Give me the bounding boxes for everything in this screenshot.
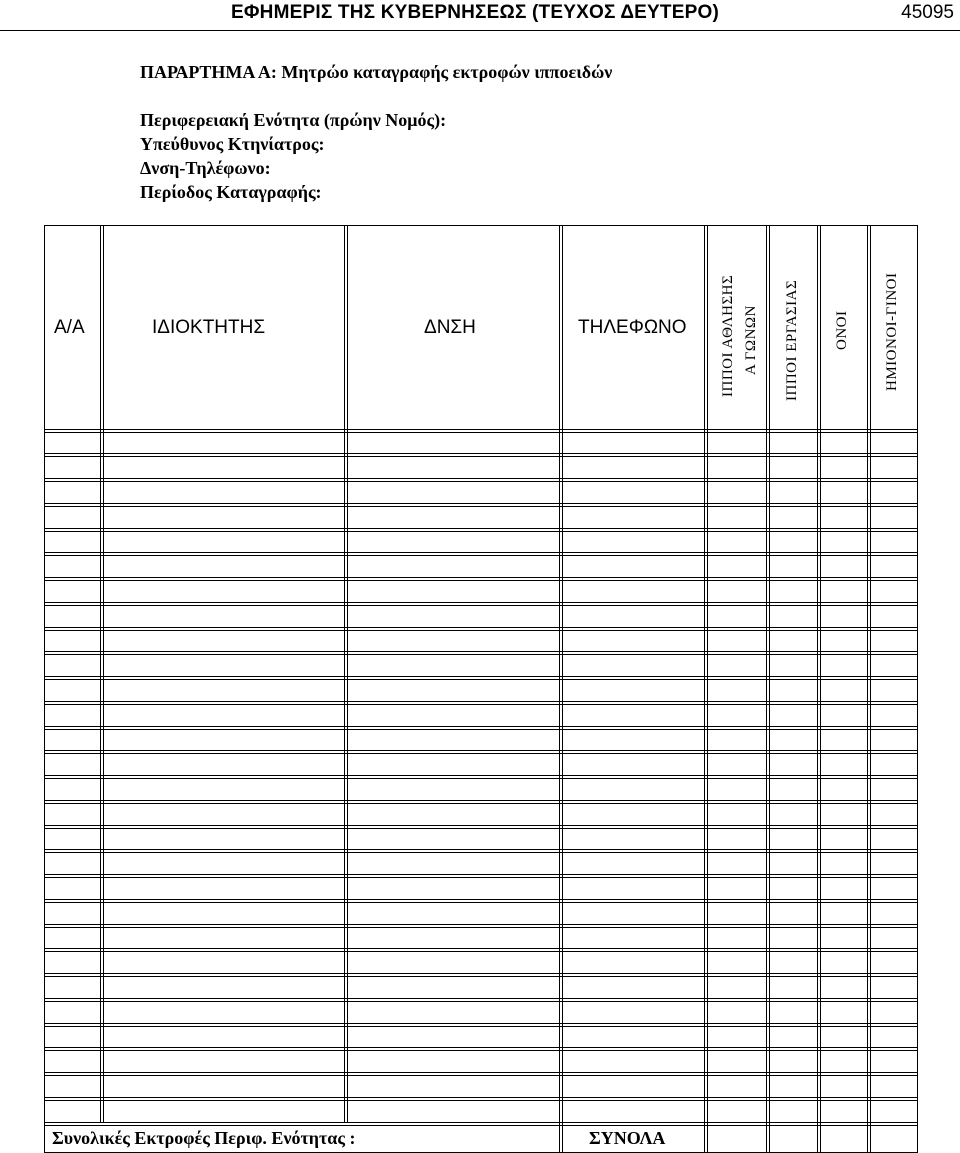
table-row[interactable] <box>44 1001 918 1022</box>
col-header-aa: Α/Α <box>54 317 85 338</box>
field-recording-period: Περίοδος Καταγραφής: <box>140 182 322 202</box>
totals-label: Συνολικές Εκτροφές Περιφ. Ενότητας : <box>52 1128 356 1148</box>
table-row-rule <box>44 924 918 925</box>
table-row-rule <box>44 874 918 875</box>
table-row[interactable] <box>44 605 918 626</box>
table-row-rule <box>44 552 918 553</box>
table-row[interactable] <box>44 977 918 998</box>
table-row-rule <box>44 503 918 504</box>
table-row-rule <box>44 577 918 578</box>
table-row-rule <box>44 750 918 751</box>
table-row[interactable] <box>44 1076 918 1097</box>
sum-label: ΣΥΝΟΛΑ <box>589 1128 666 1148</box>
table-row-rule <box>44 429 918 430</box>
table-row[interactable] <box>44 803 918 824</box>
annex-title: ΠΑΡΑΡΤΗΜΑ Α: Μητρώο καταγραφής εκτροφών ιπποειδών <box>140 62 613 82</box>
table-row-rule <box>44 849 918 850</box>
field-address-phone: Δνση-Τηλέφωνο: <box>140 158 271 178</box>
table-row[interactable] <box>44 779 918 800</box>
field-regional-unit: Περιφερειακή Ενότητα (πρώην Νομός): <box>140 110 447 130</box>
page-header <box>0 0 960 32</box>
table-row-rule <box>44 998 918 999</box>
table-row[interactable] <box>44 506 918 527</box>
table-row[interactable] <box>44 680 918 701</box>
table-row-rule <box>44 453 918 454</box>
table-row[interactable] <box>44 432 918 453</box>
table-row-rule <box>44 800 918 801</box>
table-row-rule <box>44 478 918 479</box>
table-row-rule <box>44 651 918 652</box>
col-header-phone: ΤΗΛΕΦΩΝΟ <box>578 317 687 338</box>
table-row-rule <box>44 1072 918 1073</box>
table-row[interactable] <box>44 927 918 948</box>
table-row-rule <box>44 1125 918 1126</box>
col-header-racing-horses-2: Α ΓΩΝΩΝ <box>743 305 759 375</box>
table-row-rule <box>44 676 918 677</box>
col-header-owner: ΙΔΙΟΚΤΗΤΗΣ <box>152 317 266 338</box>
table-row[interactable] <box>44 754 918 775</box>
table-row-rule <box>44 973 918 974</box>
table-row[interactable] <box>44 902 918 923</box>
col-header-work-horses: ΙΠΠΟΙ ΕΡΓΑΣΙΑΣ <box>784 279 800 401</box>
table-row-rule <box>44 726 918 727</box>
col-header-mules: ΗΜΙΟΝΟΙ-ΓΙΝΟΙ <box>884 272 900 391</box>
table-row[interactable] <box>44 630 918 651</box>
header-divider <box>0 30 960 31</box>
table-row[interactable] <box>44 531 918 552</box>
table-row[interactable] <box>44 457 918 478</box>
table-row[interactable] <box>44 556 918 577</box>
table-row-rule <box>44 528 918 529</box>
table-row[interactable] <box>44 729 918 750</box>
col-header-address: ΔΝΣΗ <box>424 317 476 338</box>
table-row-rule <box>44 1023 918 1024</box>
table-row[interactable] <box>44 952 918 973</box>
table-row[interactable] <box>44 1026 918 1047</box>
field-veterinarian: Υπεύθυνος Κτηνίατρος: <box>140 134 325 154</box>
table-row[interactable] <box>44 1051 918 1072</box>
page-number: 45095 <box>901 2 954 23</box>
table-row[interactable] <box>44 878 918 899</box>
table-row[interactable] <box>44 704 918 725</box>
table-row-rule <box>44 775 918 776</box>
table-row[interactable] <box>44 828 918 849</box>
table-row-rule <box>44 899 918 900</box>
table-row-rule <box>44 1047 918 1048</box>
gazette-title: ΕΦΗΜΕΡΙΣ ΤΗΣ ΚΥΒΕΡΝΗΣΕΩΣ (ΤΕΥΧΟΣ ΔΕΥΤΕΡΟ) <box>231 2 719 23</box>
table-row-rule <box>44 627 918 628</box>
table-row[interactable] <box>44 482 918 503</box>
table-row-rule <box>44 1122 918 1123</box>
registry-table <box>44 225 918 1153</box>
registry-fields <box>140 108 446 204</box>
table-row[interactable] <box>44 581 918 602</box>
col-header-racing-horses-1: ΙΠΠΟΙ ΑΘΛΗΣΗΣ <box>720 274 736 397</box>
table-row-rule <box>44 1097 918 1098</box>
table-row-rule <box>44 602 918 603</box>
table-row[interactable] <box>44 1100 918 1121</box>
table-row-rule <box>44 825 918 826</box>
table-row-rule <box>44 948 918 949</box>
col-header-donkeys: ΟΝΟΙ <box>834 310 850 350</box>
table-row-rule <box>44 701 918 702</box>
table-row[interactable] <box>44 655 918 676</box>
table-row[interactable] <box>44 853 918 874</box>
